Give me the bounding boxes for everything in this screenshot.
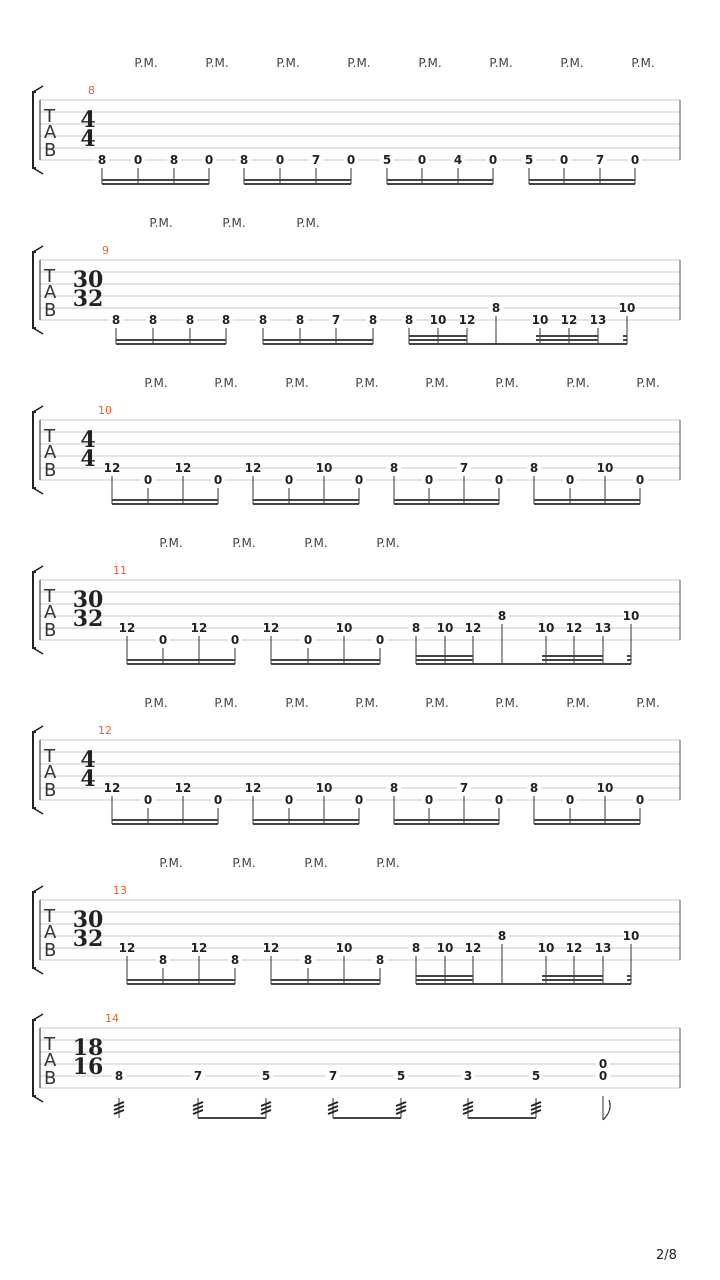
palm-mute-label: P.M.	[134, 56, 158, 70]
fret-number: 0	[284, 473, 294, 487]
fret-number: 5	[524, 153, 534, 167]
system-bracket	[33, 252, 36, 328]
tab-letter: B	[44, 620, 57, 641]
fret-number: 8	[258, 313, 268, 327]
fret-number: 0	[598, 1057, 608, 1071]
fret-number: 0	[635, 793, 645, 807]
fret-number: 0	[635, 473, 645, 487]
fret-number: 8	[497, 929, 507, 943]
fret-number: 0	[158, 633, 168, 647]
bracket-bottom-hook	[33, 168, 43, 174]
measure-number: 12	[98, 724, 112, 737]
fret-number: 12	[103, 461, 121, 475]
bracket-top-hook	[33, 726, 43, 732]
fret-number: 0	[488, 153, 498, 167]
fret-number: 0	[204, 153, 214, 167]
time-signature-bottom: 32	[72, 286, 104, 312]
page-number: 2/8	[656, 1248, 677, 1263]
palm-mute-label: P.M.	[285, 696, 309, 710]
palm-mute-label: P.M.	[376, 536, 400, 550]
fret-number: 0	[143, 793, 153, 807]
palm-mute-label: P.M.	[144, 376, 168, 390]
bracket-bottom-hook	[33, 328, 43, 334]
fret-number: 10	[622, 929, 640, 943]
palm-mute-label: P.M.	[159, 856, 183, 870]
fret-number: 12	[118, 621, 136, 635]
time-signature-top: 30	[72, 587, 104, 613]
fret-number: 13	[594, 941, 612, 955]
tab-letter: T	[44, 426, 55, 447]
fret-number: 5	[261, 1069, 271, 1083]
fret-number: 10	[537, 621, 555, 635]
fret-number: 12	[262, 621, 280, 635]
fret-number: 8	[185, 313, 195, 327]
measure-number: 11	[113, 564, 127, 577]
system-bracket	[33, 572, 36, 648]
fret-number: 10	[531, 313, 549, 327]
fret-number: 0	[565, 793, 575, 807]
fret-number: 7	[328, 1069, 338, 1083]
palm-mute-label: P.M.	[285, 376, 309, 390]
palm-mute-label: P.M.	[159, 536, 183, 550]
fret-number: 10	[436, 621, 454, 635]
palm-mute-label: P.M.	[566, 696, 590, 710]
fret-number: 8	[158, 953, 168, 967]
system-bracket	[33, 412, 36, 488]
fret-number: 8	[404, 313, 414, 327]
bracket-bottom-hook	[33, 808, 43, 814]
fret-number: 12	[118, 941, 136, 955]
time-signature-top: 30	[72, 907, 104, 933]
tab-letter: T	[44, 1034, 55, 1055]
time-signature-top: 4	[80, 427, 96, 453]
time-signature-top: 30	[72, 267, 104, 293]
fret-number: 0	[346, 153, 356, 167]
palm-mute-label: P.M.	[425, 376, 449, 390]
bracket-top-hook	[33, 1014, 43, 1020]
palm-mute-label: P.M.	[560, 56, 584, 70]
palm-mute-label: P.M.	[304, 856, 328, 870]
system-bracket	[33, 92, 36, 168]
palm-mute-label: P.M.	[222, 216, 246, 230]
fret-number: 8	[497, 609, 507, 623]
fret-number: 10	[429, 313, 447, 327]
palm-mute-label: P.M.	[495, 376, 519, 390]
fret-number: 8	[230, 953, 240, 967]
fret-number: 7	[459, 461, 469, 475]
palm-mute-label: P.M.	[631, 56, 655, 70]
fret-number: 5	[531, 1069, 541, 1083]
fret-number: 8	[97, 153, 107, 167]
bracket-bottom-hook	[33, 1096, 43, 1102]
palm-mute-label: P.M.	[304, 536, 328, 550]
note-flag	[603, 1100, 610, 1120]
fret-number: 10	[315, 461, 333, 475]
time-signature-bottom: 32	[72, 926, 104, 952]
palm-mute-label: P.M.	[214, 696, 238, 710]
fret-number: 0	[494, 473, 504, 487]
fret-number: 8	[221, 313, 231, 327]
system-bracket	[33, 1020, 36, 1096]
palm-mute-label: P.M.	[418, 56, 442, 70]
palm-mute-label: P.M.	[347, 56, 371, 70]
measure-number: 8	[88, 84, 95, 97]
measure-number: 14	[105, 1012, 119, 1025]
fret-number: 8	[529, 461, 539, 475]
measure-number: 10	[98, 404, 112, 417]
fret-number: 0	[303, 633, 313, 647]
fret-number: 8	[295, 313, 305, 327]
fret-number: 0	[354, 473, 364, 487]
fret-number: 12	[190, 941, 208, 955]
fret-number: 12	[560, 313, 578, 327]
fret-number: 0	[284, 793, 294, 807]
fret-number: 12	[244, 461, 262, 475]
fret-number: 0	[375, 633, 385, 647]
fret-number: 12	[103, 781, 121, 795]
fret-number: 12	[464, 621, 482, 635]
fret-number: 7	[193, 1069, 203, 1083]
palm-mute-label: P.M.	[144, 696, 168, 710]
system-bracket	[33, 732, 36, 808]
fret-number: 0	[133, 153, 143, 167]
fret-number: 0	[565, 473, 575, 487]
fret-number: 12	[262, 941, 280, 955]
fret-number: 8	[111, 313, 121, 327]
palm-mute-label: P.M.	[495, 696, 519, 710]
tab-letter: B	[44, 140, 57, 161]
system-bracket	[33, 892, 36, 968]
fret-number: 0	[494, 793, 504, 807]
fret-number: 13	[594, 621, 612, 635]
fret-number: 10	[596, 461, 614, 475]
time-signature-bottom: 4	[80, 446, 96, 472]
time-signature-bottom: 16	[72, 1054, 104, 1080]
measure-number: 9	[102, 244, 109, 257]
palm-mute-label: P.M.	[566, 376, 590, 390]
time-signature-bottom: 4	[80, 766, 96, 792]
tab-letter: T	[44, 266, 55, 287]
palm-mute-label: P.M.	[425, 696, 449, 710]
fret-number: 0	[213, 793, 223, 807]
palm-mute-label: P.M.	[376, 856, 400, 870]
bracket-top-hook	[33, 86, 43, 92]
fret-number: 7	[311, 153, 321, 167]
fret-number: 8	[375, 953, 385, 967]
tab-letter: A	[44, 282, 57, 303]
fret-number: 8	[169, 153, 179, 167]
fret-number: 0	[354, 793, 364, 807]
fret-number: 0	[424, 793, 434, 807]
palm-mute-label: P.M.	[149, 216, 173, 230]
tab-letter: T	[44, 906, 55, 927]
fret-number: 7	[331, 313, 341, 327]
tab-letter: A	[44, 122, 57, 143]
fret-number: 0	[630, 153, 640, 167]
fret-number: 8	[411, 621, 421, 635]
tab-letter: A	[44, 442, 57, 463]
fret-number: 10	[436, 941, 454, 955]
fret-number: 3	[463, 1069, 473, 1083]
fret-number: 8	[148, 313, 158, 327]
fret-number: 4	[453, 153, 463, 167]
fret-number: 12	[458, 313, 476, 327]
fret-number: 10	[596, 781, 614, 795]
fret-number: 8	[491, 301, 501, 315]
bracket-bottom-hook	[33, 488, 43, 494]
bracket-top-hook	[33, 566, 43, 572]
palm-mute-label: P.M.	[205, 56, 229, 70]
palm-mute-label: P.M.	[232, 856, 256, 870]
palm-mute-label: P.M.	[355, 376, 379, 390]
palm-mute-label: P.M.	[214, 376, 238, 390]
fret-number: 12	[190, 621, 208, 635]
time-signature-top: 4	[80, 107, 96, 133]
time-signature-bottom: 32	[72, 606, 104, 632]
fret-number: 0	[559, 153, 569, 167]
fret-number: 5	[382, 153, 392, 167]
palm-mute-label: P.M.	[489, 56, 513, 70]
time-signature-top: 18	[72, 1035, 104, 1061]
fret-number: 0	[598, 1069, 608, 1083]
fret-number: 0	[275, 153, 285, 167]
palm-mute-label: P.M.	[232, 536, 256, 550]
fret-number: 10	[335, 941, 353, 955]
tab-letter: B	[44, 300, 57, 321]
tab-letter: T	[44, 106, 55, 127]
fret-number: 12	[174, 781, 192, 795]
fret-number: 7	[459, 781, 469, 795]
tab-letter: T	[44, 746, 55, 767]
fret-number: 12	[244, 781, 262, 795]
fret-number: 10	[537, 941, 555, 955]
fret-number: 10	[335, 621, 353, 635]
bracket-bottom-hook	[33, 648, 43, 654]
palm-mute-label: P.M.	[296, 216, 320, 230]
fret-number: 0	[143, 473, 153, 487]
palm-mute-label: P.M.	[355, 696, 379, 710]
tab-letter: B	[44, 1068, 57, 1089]
fret-number: 12	[565, 621, 583, 635]
bracket-top-hook	[33, 406, 43, 412]
fret-number: 8	[411, 941, 421, 955]
tab-letter: A	[44, 1050, 57, 1071]
fret-number: 0	[424, 473, 434, 487]
palm-mute-label: P.M.	[276, 56, 300, 70]
fret-number: 0	[230, 633, 240, 647]
palm-mute-label: P.M.	[636, 696, 660, 710]
bracket-bottom-hook	[33, 968, 43, 974]
tab-letter: B	[44, 940, 57, 961]
tab-letter: A	[44, 762, 57, 783]
tab-letter: B	[44, 460, 57, 481]
fret-number: 0	[213, 473, 223, 487]
fret-number: 8	[368, 313, 378, 327]
fret-number: 12	[174, 461, 192, 475]
fret-number: 0	[417, 153, 427, 167]
fret-number: 10	[315, 781, 333, 795]
fret-number: 12	[565, 941, 583, 955]
time-signature-top: 4	[80, 747, 96, 773]
measure-number: 13	[113, 884, 127, 897]
fret-number: 8	[303, 953, 313, 967]
fret-number: 10	[618, 301, 636, 315]
tab-letter: B	[44, 780, 57, 801]
fret-number: 13	[589, 313, 607, 327]
bracket-top-hook	[33, 886, 43, 892]
fret-number: 5	[396, 1069, 406, 1083]
tab-letter: A	[44, 602, 57, 623]
fret-number: 7	[595, 153, 605, 167]
fret-number: 8	[114, 1069, 124, 1083]
fret-number: 10	[622, 609, 640, 623]
fret-number: 8	[389, 461, 399, 475]
fret-number: 12	[464, 941, 482, 955]
bracket-top-hook	[33, 246, 43, 252]
fret-number: 8	[529, 781, 539, 795]
time-signature-bottom: 4	[80, 126, 96, 152]
fret-number: 8	[389, 781, 399, 795]
tab-letter: T	[44, 586, 55, 607]
palm-mute-label: P.M.	[636, 376, 660, 390]
fret-number: 8	[239, 153, 249, 167]
tab-letter: A	[44, 922, 57, 943]
